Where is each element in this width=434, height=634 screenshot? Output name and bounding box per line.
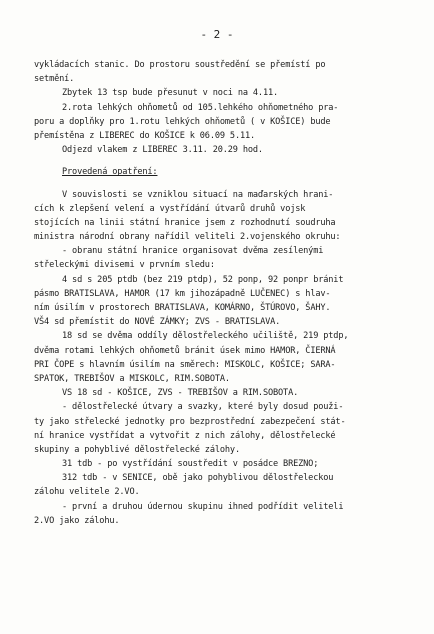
- text-line: ním úsilím v prostorech BRATISLAVA, KOMÁRNO, ŠTÚROVO, ŠAHY.: [34, 303, 331, 313]
- text-line: VŠ4 sd přemístit do NOVÉ ZÁMKY; ZVS - BRATISLAVA.: [34, 317, 281, 328]
- text-line: ministra národní obrany nařídil veliteli 2.vojenského okruhu:: [34, 232, 341, 243]
- text-line: stojících na linii státní hranice jsem z rozhodnutí soudruha: [34, 217, 336, 228]
- paragraph-block-1: [34, 58, 414, 157]
- text-line: pásmo BRATISLAVA, HAMOR (17 km jihozápadně LUČENEC) s hlav-: [34, 288, 331, 299]
- text-line: 2.rota lehkých ohňometů od 105.lehkého ohňometného pra-: [62, 102, 339, 113]
- page-number: - 2 -: [200, 28, 234, 41]
- text-line: přemístěna z LIBEREC do KOŠICE k 06.09 5.11.: [34, 130, 256, 141]
- document-body: [34, 58, 414, 528]
- text-line: dvěma rotami lehkých ohňometů bránit úsek mimo HAMOR, ČIERNÁ: [34, 345, 336, 356]
- text-line: - obranu státní hranice organisovat dvěma zesílenými: [62, 246, 324, 257]
- text-line: ty jako střelecké jednotky pro bezprostřední zabezpečení stát-: [34, 416, 346, 427]
- text-line: Odjezd vlakem z LIBEREC 3.11. 20.29 hod.: [62, 145, 263, 156]
- text-line: 2.VO jako zálohu.: [34, 515, 120, 526]
- spacer: [34, 180, 414, 188]
- text-line: zálohu velitele 2.VO.: [34, 487, 140, 498]
- text-line: vykládacích stanic. Do prostoru soustředění se přemístí po: [34, 60, 326, 70]
- text-line: 31 tdb - po vystřídání soustředit v posádce BREZNO;: [62, 459, 319, 470]
- text-line: poru a doplňky pro 1.rotu lehkých ohňometů ( v KOŠICE) bude: [34, 116, 331, 127]
- text-line: cích k zlepšení velení a vystřídání útvarů druhů vojsk: [34, 203, 306, 214]
- text-line: ní hranice vystřídat a vytvořit z nich zálohy, dělostřelecké: [34, 430, 336, 441]
- text-line: V souvislosti se vzniklou situací na maďarských hrani-: [62, 189, 334, 200]
- text-line: SPATOK, TREBIŠOV a MISKOLC, RIM.SOBOTA.: [34, 373, 230, 384]
- text-line: 312 tdb - v SENICE, obě jako pohyblivou dělostřeleckou: [62, 473, 334, 484]
- paragraph-block-2: [34, 188, 414, 529]
- text-line: PRI ČOPE s hlavním úsilím na směrech: MISKOLC, KOŠICE; SARA-: [34, 359, 336, 370]
- text-line: setmění.: [34, 74, 75, 85]
- text-line: skupiny a pohyblivé dělostřelecké zálohy.: [34, 444, 240, 455]
- text-line: VS 18 sd - KOŠICE, ZVS - TREBIŠOV a RIM.SOBOTA.: [62, 388, 299, 399]
- text-line: 4 sd s 205 ptdb (bez 219 ptdp), 52 ponp, 92 ponpr bránit: [62, 274, 344, 285]
- text-line: - dělostřelecké útvary a svazky, které byly dosud použi-: [62, 402, 344, 413]
- text-line: 18 sd se dvěma oddíly dělostřeleckého učiliště, 219 ptdp,: [62, 331, 349, 342]
- text-line: - první a druhou údernou skupinu ihned podřídit veliteli: [62, 501, 344, 512]
- text-line: Zbytek 13 tsp bude přesunut v noci na 4.11.: [62, 88, 279, 99]
- text-line: střeleckými divisemi v prvním sledu:: [34, 260, 215, 271]
- spacer: [34, 157, 414, 165]
- section-heading: Provedená opatření:: [62, 167, 158, 178]
